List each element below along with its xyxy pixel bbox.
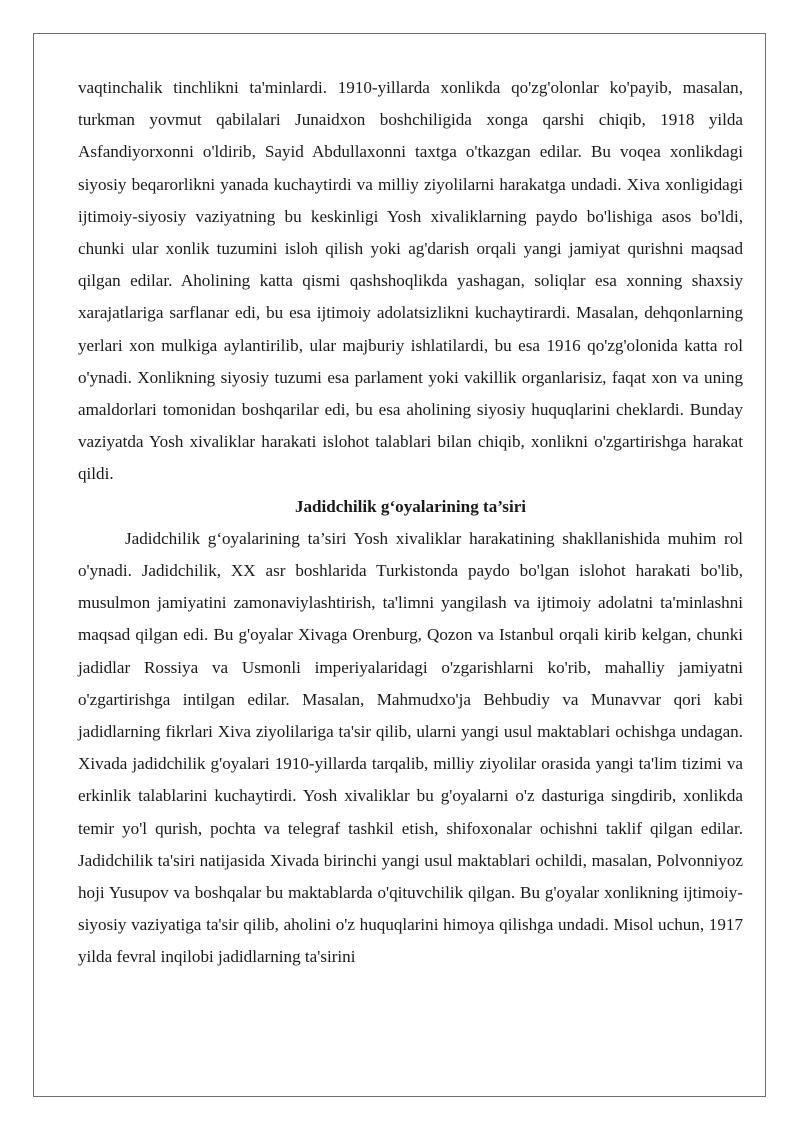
page-content [78, 72, 743, 974]
paragraph-jadidism: Jadidchilik g‘oyalarining ta’siri Yosh xivaliklar harakatining shakllanishida muhim rol o'ynadi. Jadidchilik, XX asr boshlarida Turkistonda paydo bo'lgan islohot harakati bo'lib, musulmon jamiyatini zamonaviylashtirish, ta'limni yangilash va ijtimoiy adolatni ta'minlashni maqsad qilgan edi. Bu g'oyalar Xivaga Orenburg, Qozon va Istanbul orqali kirib kelgan, chunki jadidlar Rossiya va Usmonli imperiyalaridagi o'zgarishlarni ko'rib, mahalliy jamiyatni o'zgartirishga intilgan edilar. Masalan, Mahmudxo'ja Behbudiy va Munavvar qori kabi jadidlarning fikrlari Xiva ziyolilariga ta'sir qilib, ularni yangi usul maktablari ochishga undagan. Xivada jadidchilik g'oyalari 1910-yillarda tarqalib, milliy ziyolilar orasida yangi ta'lim tizimi va erkinlik talablarini kuchaytirdi. Yosh xivaliklar bu g'oyalarni o'z dasturiga singdirib, xonlikda temir yo'l qurish, pochta va telegraf tashkil etish, shifoxonalar ochishni taklif qilgan edilar. Jadidchilik ta'siri natijasida Xivada birinchi yangi usul maktablari ochildi, masalan, Polvonniyoz hoji Yusupov va boshqalar bu maktablarda o'qituvchilik qilgan. Bu g'oyalar xonlikning ijtimoiy-siyosiy vaziyatiga ta'sir qilib, aholini o'z huquqlarini himoya qilishga undadi. Misol uchun, 1917 yilda fevral inqilobi jadidlarning ta'sirini [78, 528, 743, 967]
paragraph-continuation: vaqtinchalik tinchlikni ta'minlardi. 1910-yillarda xonlikda qo'zg'olonlar ko'payib, masalan, turkman yovmut qabilalari Junaidxon boshchiligida xonga qarshi chiqib, 1918 yilda Asfandiyorxonni o'ldirib, Sayid Abdullaxonni taxtga o'tkazgan edilar. Bu voqea xonlikdagi siyosiy beqarorlikni yanada kuchaytirdi va milliy ziyolilarni harakatga undadi. Xiva xonligidagi ijtimoiy-siyosiy vaziyatning bu keskinligi Yosh xivaliklarning paydo bo'lishiga asos bo'ldi, chunki ular xonlik tuzumini isloh qilish yoki ag'darish orqali yangi jamiyat qurishni maqsad qilgan edilar. Aholining katta qismi qashshoqlikda yashagan, soliqlar esa xonning shaxsiy xarajatlariga sarflanar edi, bu esa ijtimoiy adolatsizlikni kuchaytirardi. Masalan, dehqonlarning yerlari xon mulkiga aylantirilib, ular majburiy ishlatilardi, bu esa 1916 qo'zg'olonida katta rol o'ynadi. Xonlikning siyosiy tuzumi esa parlament yoki vakillik organlarisiz, faqat xon va uning amaldorlari tomonidan boshqarilar edi, bu esa aholining siyosiy huquqlarini cheklardi. Bunday vaziyatda Yosh xivaliklar harakati islohot talablari bilan chiqib, xonlikni o'zgartirishga harakat qildi. [78, 78, 743, 484]
section-heading: Jadidchilik g‘oyalarining ta’siri [294, 496, 527, 516]
